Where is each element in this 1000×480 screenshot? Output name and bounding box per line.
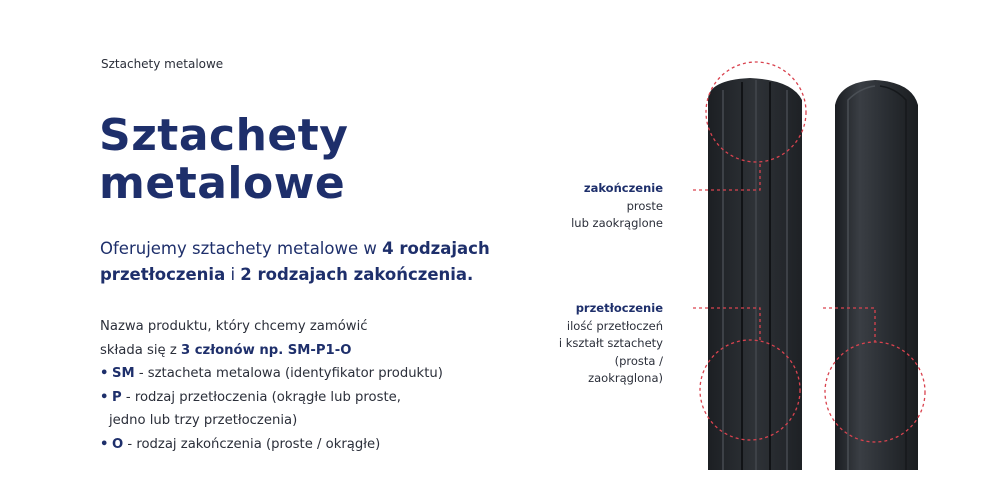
- intro-bold-2: 2 rodzajach zakończenia.: [240, 265, 474, 284]
- item-code: O: [112, 436, 124, 452]
- item-text: - rodzaj zakończenia (proste / okrągłe): [123, 436, 381, 452]
- item-continuation: jedno lub trzy przetłoczenia): [109, 413, 298, 428]
- ending-label-line: lub zaokrąglone: [571, 216, 663, 230]
- ending-label-head: zakończenie: [583, 181, 663, 195]
- picket-ribbed: [708, 78, 802, 470]
- fence-pickets-illustration: [690, 60, 940, 480]
- title-line-1: Sztachety: [99, 110, 349, 161]
- picket-rounded: [835, 80, 918, 470]
- desc-line-1: Nazwa produktu, który chcemy zamówić: [100, 319, 368, 334]
- ending-label: [571, 180, 663, 233]
- product-description: [100, 315, 520, 456]
- intro-bold-1: 4 rodzajach przetłoczenia: [100, 239, 490, 284]
- list-item: [100, 386, 520, 410]
- embossing-label-line: ilość przetłoczeń: [566, 318, 663, 333]
- item-text: - sztacheta metalowa (identyfikator produktu): [134, 366, 443, 381]
- desc-line-2-bold: 3 członów np. SM-P1-O: [180, 342, 352, 358]
- embossing-label-line: i kształt sztachety: [558, 336, 663, 350]
- intro-part-2: i: [225, 265, 241, 284]
- item-text: - rodzaj przetłoczenia (okrągłe lub proste,: [121, 389, 401, 405]
- desc-line-2-prefix: składa się z: [100, 342, 181, 358]
- embossing-label-line: (prosta /: [614, 353, 663, 368]
- ending-label-line: proste: [626, 198, 663, 213]
- desc-line-2: [100, 339, 520, 363]
- embossing-label: [559, 300, 663, 388]
- list-item: [100, 433, 520, 457]
- item-code: SM: [112, 366, 135, 381]
- embossing-label-head: przetłoczenie: [575, 301, 663, 315]
- bullet-icon: •: [100, 389, 109, 405]
- breadcrumb: Sztachety metalowe: [101, 57, 224, 71]
- intro-text: [100, 236, 520, 288]
- bullet-icon: •: [100, 436, 109, 452]
- bullet-icon: •: [100, 366, 109, 381]
- intro-part-1: Oferujemy sztachety metalowe w: [100, 239, 383, 258]
- list-item: [100, 362, 520, 386]
- page-title: [99, 112, 349, 208]
- title-line-2: metalowe: [99, 158, 346, 209]
- item-code: P: [112, 389, 122, 405]
- embossing-label-line: zaokrąglona): [588, 371, 663, 385]
